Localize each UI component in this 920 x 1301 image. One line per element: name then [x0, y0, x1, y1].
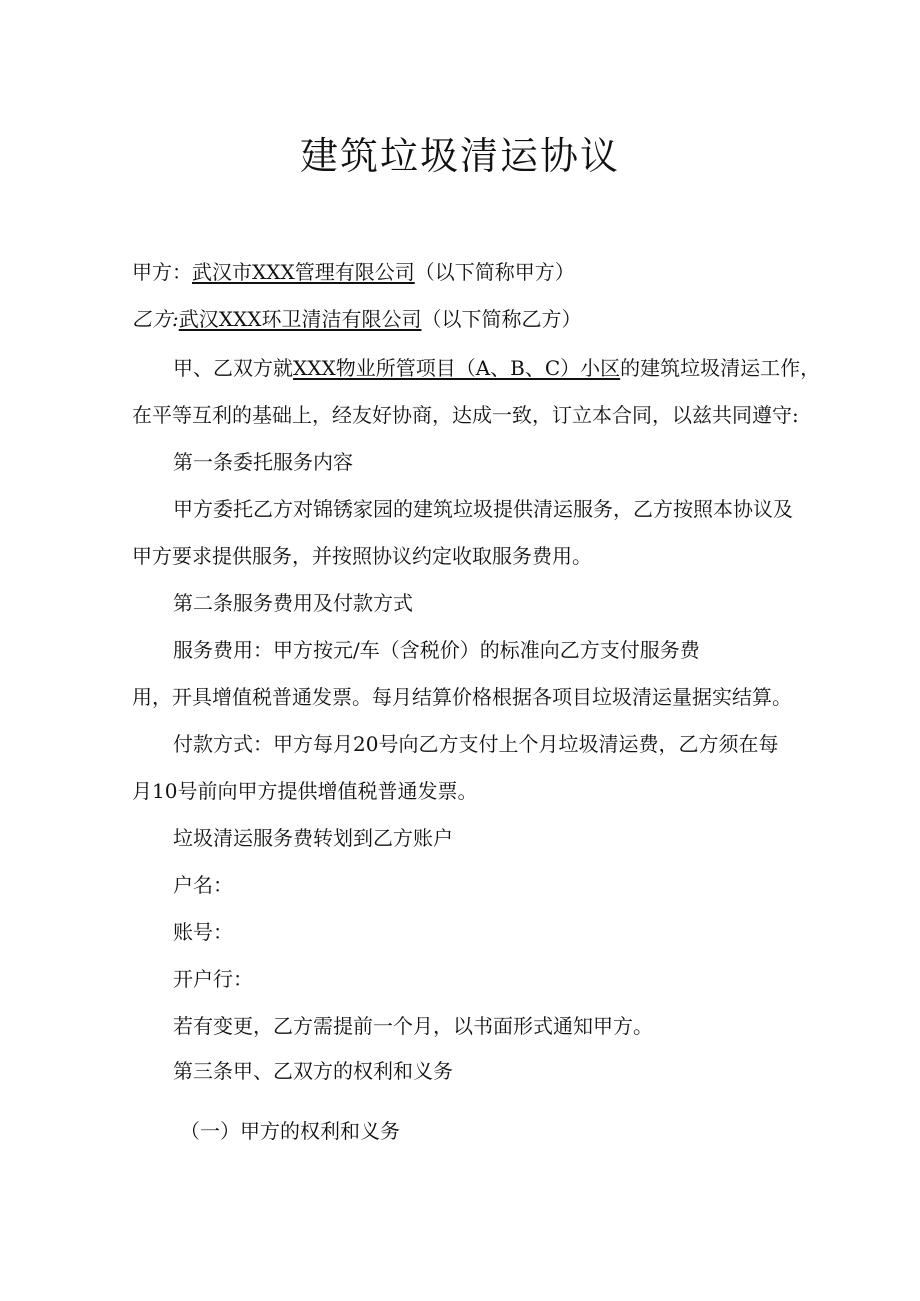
- intro-line-1: [173, 354, 820, 382]
- account-number-field: 账号：: [173, 920, 233, 944]
- article-1-line-1: 甲方委托乙方对锦锈家园的建筑垃圾提供清运服务，乙方按照本协议及: [173, 497, 793, 521]
- party-b-note: （以下简称乙方）: [421, 307, 582, 331]
- party-a-label: 甲方：: [132, 260, 192, 284]
- party-a-line: [132, 258, 575, 286]
- party-b-name: 武汉XXX环卫清洁有限公司: [178, 307, 422, 331]
- payment-line-2: 月10号前向甲方提供增值税普通发票。: [132, 779, 478, 803]
- party-a-name: 武汉市XXX管理有限公司: [192, 260, 415, 284]
- fee-line-1: 服务费用：甲方按元/车（含税价）的标准向乙方支付服务费: [173, 638, 700, 662]
- account-intro: 垃圾清运服务费转划到乙方账户: [173, 826, 453, 850]
- fee-line-2: 用，开具增值税普通发票。每月结算价格根据各项目垃圾清运量据实结算。: [132, 685, 792, 709]
- change-notice: 若有变更，乙方需提前一个月，以书面形式通知甲方。: [173, 1014, 653, 1038]
- page-title: 建筑垃圾清运协议: [299, 134, 620, 178]
- article-3-sub-1: （一）甲方的权利和义务: [180, 1119, 400, 1143]
- payment-line-1: 付款方式：甲方每月20号向乙方支付上个月垃圾清运费，乙方须在每: [173, 732, 779, 756]
- intro-project: XXX物业所管项目（A、B、C）小区: [293, 356, 621, 380]
- party-a-note: （以下简称甲方）: [414, 260, 575, 284]
- article-3-heading: 第三条甲、乙双方的权利和义务: [173, 1059, 453, 1083]
- party-b-label: 乙方:: [132, 307, 179, 331]
- intro-prefix: 甲、乙双方就: [173, 356, 293, 380]
- party-b-line: [132, 305, 581, 333]
- intro-suffix: 的建筑垃圾清运工作，: [620, 356, 821, 380]
- article-1-line-2: 甲方要求提供服务，并按照协议约定收取服务费用。: [132, 544, 592, 568]
- article-2-heading: 第二条服务费用及付款方式: [173, 591, 413, 615]
- account-bank-field: 开户行：: [173, 967, 253, 991]
- account-name-field: 户名：: [173, 873, 233, 897]
- article-1-heading: 第一条委托服务内容: [173, 450, 353, 474]
- intro-line-2: 在平等互利的基础上，经友好协商，达成一致，订立本合同，以兹共同遵守:: [132, 403, 799, 427]
